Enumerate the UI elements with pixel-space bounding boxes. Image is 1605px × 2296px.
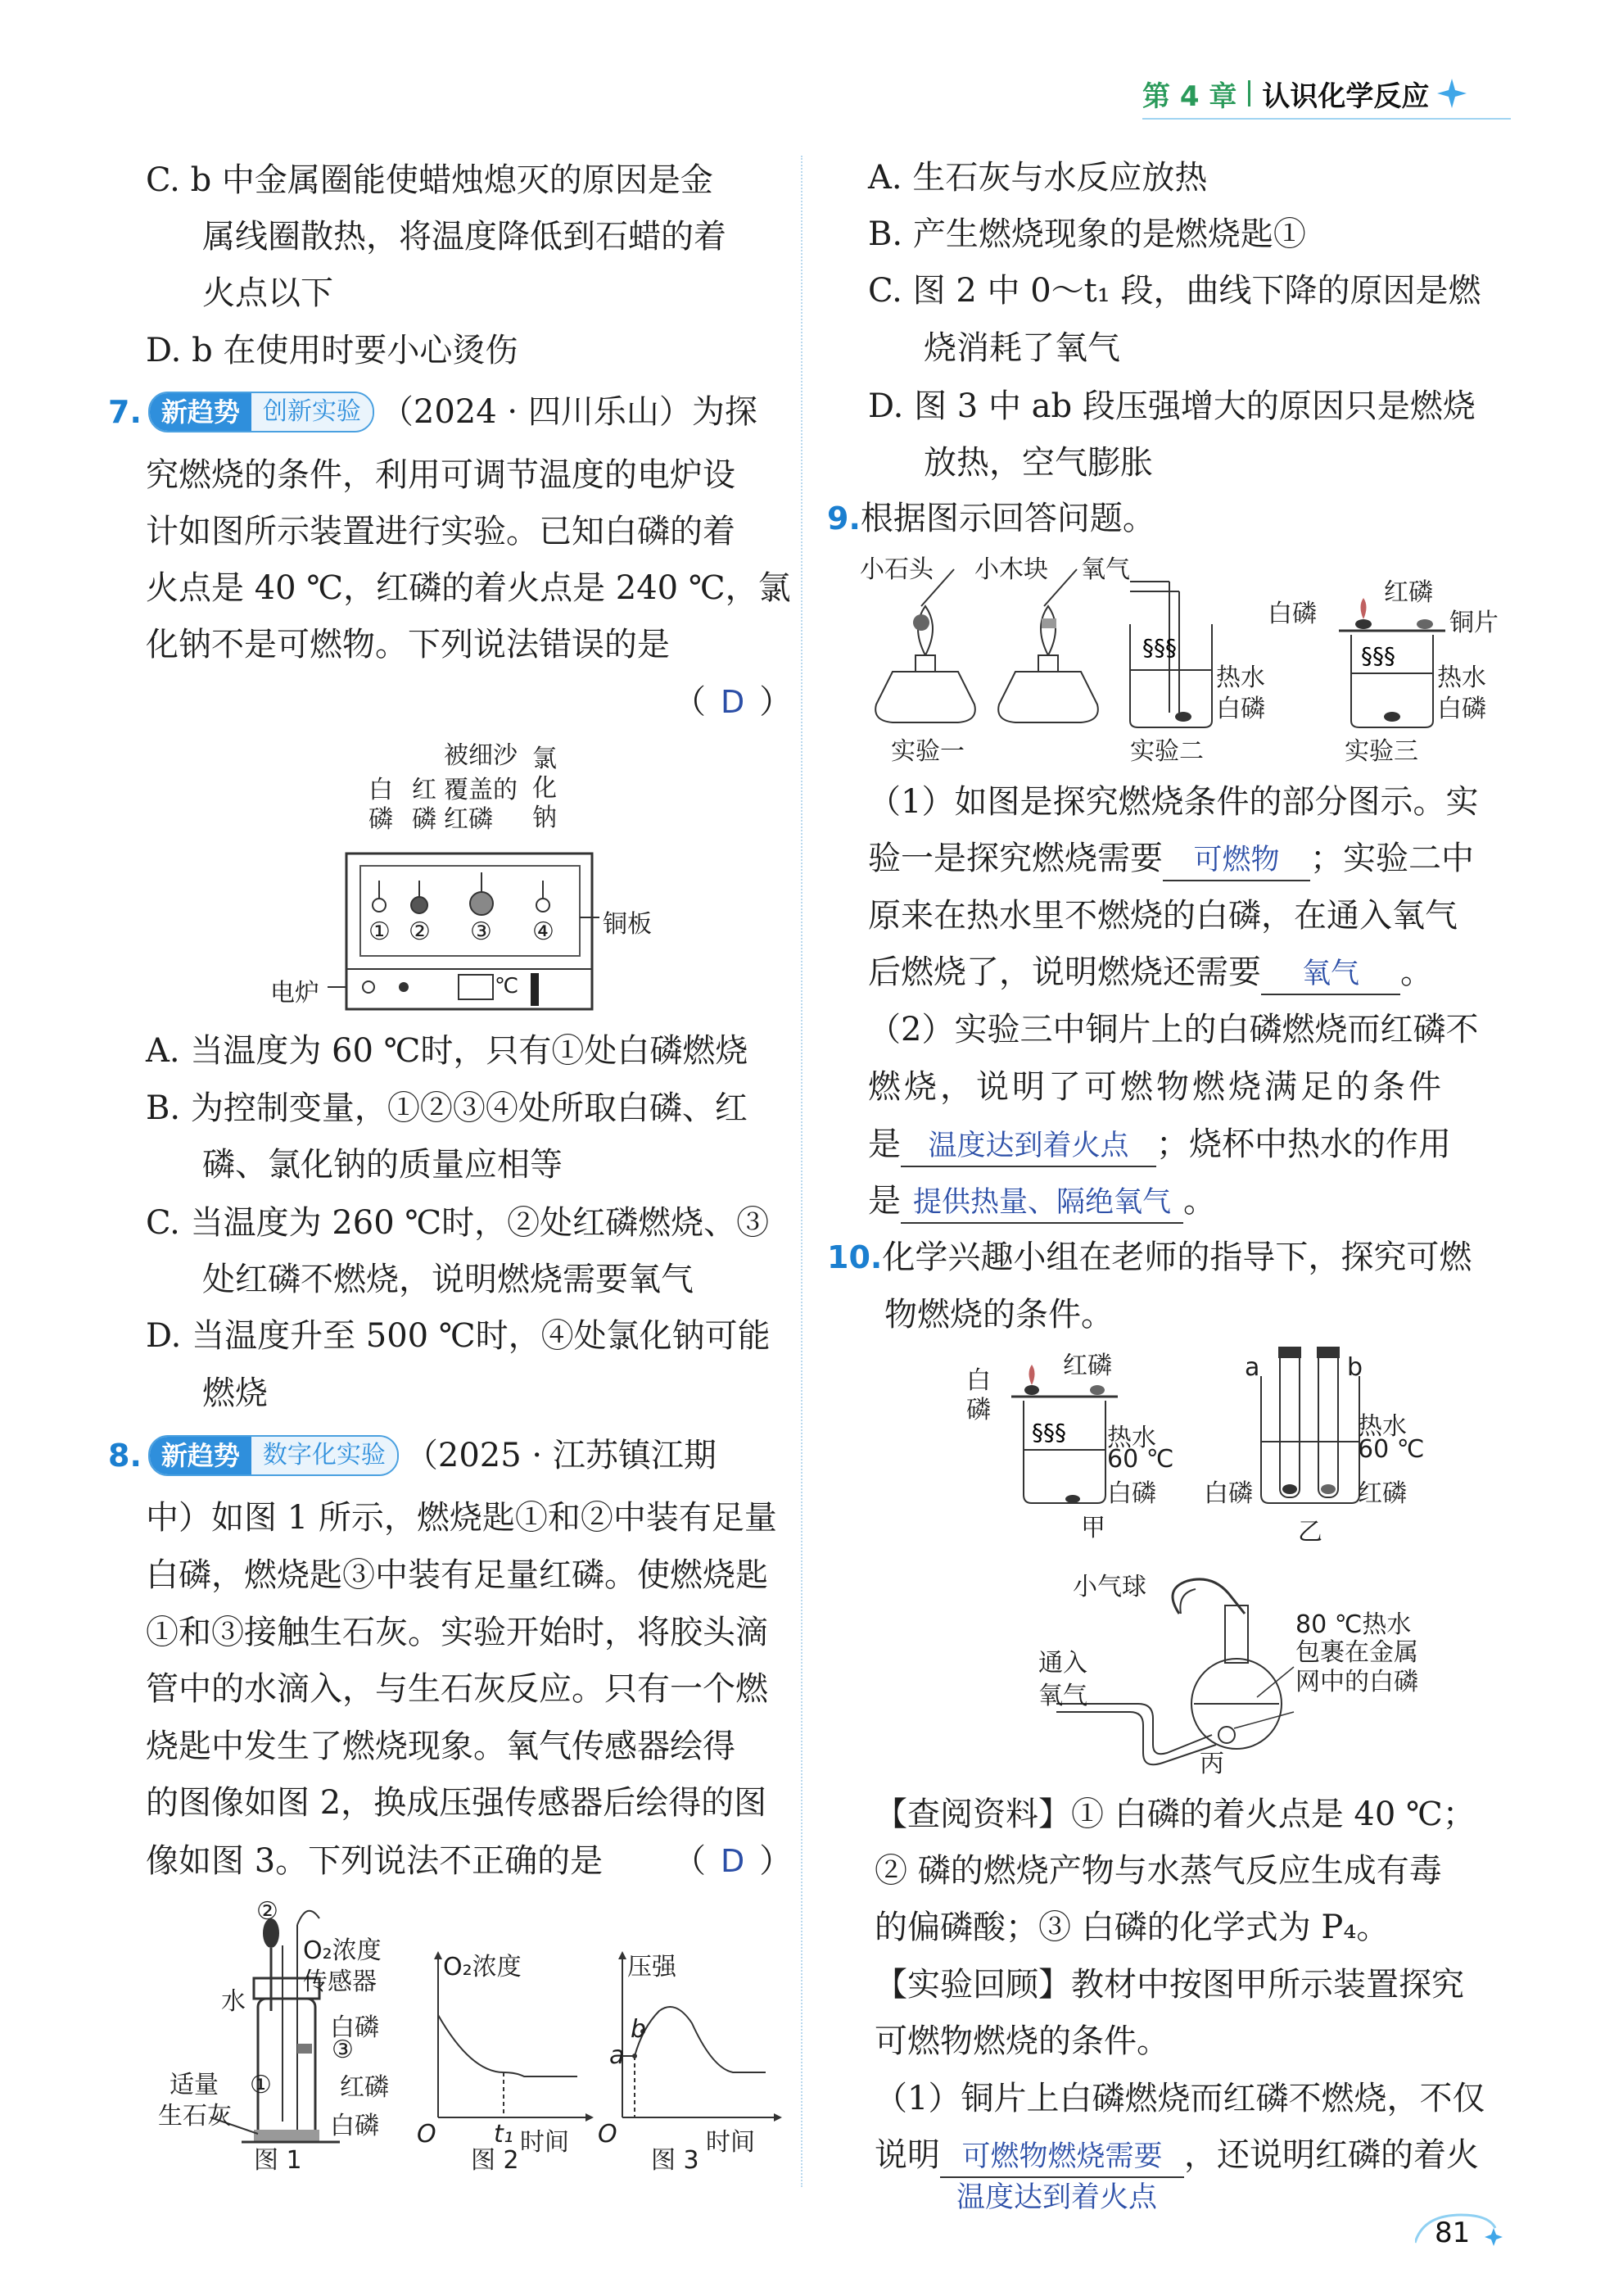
q9-stem xyxy=(827,496,1155,541)
q9-fig-hotwater: 热水 xyxy=(1216,663,1265,692)
q9-fig-red-top: 红磷 xyxy=(1384,578,1433,607)
q9-answer-3: 温度达到着火点 xyxy=(928,1130,1129,1162)
q10-review-line2: 可燃物燃烧的条件。 xyxy=(875,2022,1169,2060)
q7-source: （2024 · 四川乐山）为探 xyxy=(380,393,757,431)
q7-option-c-line2: 处红磷不燃烧，说明燃烧需要氧气 xyxy=(202,1261,694,1298)
q7-figure xyxy=(270,741,721,1016)
q7-tag xyxy=(148,392,374,432)
q6-option-c-line3: 火点以下 xyxy=(202,274,333,312)
q8-stem-line3: 白磷，燃烧匙③中装有足量红磷。使燃烧匙 xyxy=(146,1556,768,1594)
q8-fig2-curve xyxy=(438,2015,577,2076)
q10-review-line1: 【实验回顾】教材中按图甲所示装置探究 xyxy=(875,1966,1464,2004)
sparkle-icon xyxy=(1434,75,1470,111)
q7-option-b-line2: 磷、氯化钠的质量应相等 xyxy=(202,1146,563,1184)
q6-option-d: D. b 在使用时要小心烫伤 xyxy=(146,332,518,369)
q7-option-b-line1: B. 为控制变量，①②③④处所取白磷、红 xyxy=(146,1089,748,1127)
q8-tag-trend: 新趋势 xyxy=(150,1437,251,1474)
q9-blank-4 xyxy=(901,1181,1183,1224)
q8-answer-bracket xyxy=(673,1839,792,1883)
q8-fig1-sensor2: 传感器 xyxy=(303,1968,377,1996)
q9-fig-oxygen: 氧气 xyxy=(1081,555,1130,584)
q9-p2-line1: （2）实验三中铜片上的白磷燃烧而红磷不 xyxy=(868,1011,1479,1048)
q8-left-paren: （ xyxy=(673,1842,706,1880)
q8-fig3-xlabel: 时间 xyxy=(706,2128,755,2157)
q10-fig-white-b: 白磷 xyxy=(1107,1479,1156,1508)
q8-fig1-white: 白磷 xyxy=(330,2013,379,2042)
q9-p2-line4: 是 提供热量、隔绝氧气 。 xyxy=(868,1179,1216,1224)
q10-fig-hot: 热水 xyxy=(1107,1424,1156,1452)
q8-stem-line4: ①和③接触生石灰。实验开始时，将胶头滴 xyxy=(146,1614,768,1651)
q8-figure-3 xyxy=(598,1950,786,2175)
q7-sample-1 xyxy=(373,899,386,912)
q8-stem-line8: 像如图 3。下列说法不正确的是 xyxy=(146,1842,604,1880)
q8-option-d-line2: 放热，空气膨胀 xyxy=(924,444,1153,482)
q8-fig3-ylabel: 压强 xyxy=(627,1953,676,1981)
q8-fig1-white2: 白磷 xyxy=(330,2112,379,2140)
chapter-header xyxy=(1142,72,1470,115)
q7-tag-trend: 新趋势 xyxy=(150,393,251,431)
q8-right-paren: ） xyxy=(759,1842,793,1880)
q10-number: 10. xyxy=(827,1239,883,1275)
q6-option-c-line1: C. b 中金属圈能使蜡烛熄灭的原因是金 xyxy=(146,161,713,199)
q8-fig1-water: 水 xyxy=(221,1987,246,2016)
q10-p1-line2: 说明 可燃物燃烧需要 ，还说明红磷的着火 xyxy=(875,2133,1479,2178)
svg-text:§§§: §§§ xyxy=(1032,1419,1066,1446)
q10-answer-1: 可燃物燃烧需要 xyxy=(961,2140,1163,2173)
q10-fig-60: 60 ℃ xyxy=(1107,1445,1174,1474)
q8-option-c-line1: C. 图 2 中 0～t₁ 段，曲线下降的原因是燃 xyxy=(868,272,1481,310)
q8-fig2-origin: O xyxy=(417,2120,436,2149)
q8-stem-line7: 的图像如图 2，换成压强传感器后绘得的图 xyxy=(146,1784,767,1822)
q7-sample-4 xyxy=(536,899,549,912)
q10-fig-white-c: 白磷 xyxy=(1204,1479,1253,1508)
q8-stem-line1 xyxy=(108,1433,717,1478)
q7-tag-type: 创新实验 xyxy=(251,393,373,431)
q10-fig-a: a xyxy=(1245,1353,1260,1382)
q10-fig-bing: 丙 xyxy=(1200,1750,1224,1778)
q8-fig1-red: 红磷 xyxy=(340,2073,389,2102)
q8-fig3-graph xyxy=(598,1950,786,2130)
q9-p1-line3: 原来在热水里不燃烧的白磷，在通入氧气 xyxy=(868,897,1458,935)
q10-fig-red-c: 红磷 xyxy=(1358,1479,1407,1508)
q9-p2-line3: 是 温度达到着火点 ；烧杯中热水的作用 xyxy=(868,1122,1451,1167)
q9-number: 9. xyxy=(827,500,861,537)
q7-label-white: 白 磷 xyxy=(368,776,393,834)
q9-fig-white3: 白磷 xyxy=(1437,695,1486,723)
q8-option-b: B. 产生燃烧现象的是燃烧匙① xyxy=(868,215,1306,253)
q9-answer-1: 可燃物 xyxy=(1193,844,1280,876)
column-divider xyxy=(801,156,802,2187)
page-number-badge xyxy=(1415,2203,1505,2253)
q10-ref-line2: ② 磷的燃烧产物与水蒸气反应生成有毒 xyxy=(875,1852,1442,1890)
q7-label-nacl: 氯 化 钠 xyxy=(532,745,557,832)
q8-option-a: A. 生石灰与水反应放热 xyxy=(868,159,1208,197)
q10-fig-in2: 氧气 xyxy=(1038,1682,1087,1710)
q10-fig-balloon: 小气球 xyxy=(1073,1573,1146,1601)
q9-p1-line1: （1）如图是探究燃烧条件的部分图示。实 xyxy=(868,783,1479,821)
q8-fig1-sensor1: O₂浓度 xyxy=(303,1936,382,1965)
q9-p1-line4: 后燃烧了，说明燃烧还需要 氧气 。 xyxy=(868,950,1433,995)
q7-label-sand: 被细沙 xyxy=(444,741,518,770)
q10-fig-red: 红磷 xyxy=(1063,1352,1112,1380)
q9-fig-hotwater3: 热水 xyxy=(1437,663,1486,692)
q7-sample-3 xyxy=(470,892,493,915)
q10-fig-wrap2: 网中的白磷 xyxy=(1295,1668,1418,1696)
q10-fig-hot2: 热水 xyxy=(1358,1412,1407,1441)
q8-fig1-n2: ② xyxy=(256,1897,278,1926)
q10-fig-wrap1: 包裹在金属 xyxy=(1295,1638,1418,1667)
q8-fig3-a: a xyxy=(609,2041,625,2070)
q8-fig1-caption: 图 1 xyxy=(254,2146,302,2175)
q8-tag xyxy=(148,1435,399,1476)
q10-ref-line1: 【查阅资料】① 白磷的着火点是 40 ℃； xyxy=(875,1796,1476,1833)
q9-answer-2: 氧气 xyxy=(1301,958,1359,990)
q10-blank-1 xyxy=(940,2135,1184,2178)
q8-fig3-caption: 图 3 xyxy=(651,2146,699,2175)
q8-stem-line6: 烧匙中发生了燃烧现象。氧气传感器绘得 xyxy=(146,1728,735,1765)
q7-stem-line5: 化钠不是可燃物。下列说法错误的是 xyxy=(146,626,670,663)
q7-option-d-line1: D. 当温度升至 500 ℃时，④处氯化钠可能 xyxy=(146,1317,771,1355)
chapter-title: 认识化学反应 xyxy=(1262,79,1430,113)
q8-fig1-lime2: 生石灰 xyxy=(158,2102,232,2131)
q8-fig1-n3: ③ xyxy=(332,2036,354,2064)
q7-answer-bracket xyxy=(673,680,792,724)
q7-stem-line1 xyxy=(108,390,757,434)
q10-p1-line1: （1）铜片上白磷燃烧而红磷不燃烧，不仅 xyxy=(875,2080,1485,2117)
q10-figure xyxy=(966,1343,1474,1786)
q7-option-c-line1: C. 当温度为 260 ℃时，②处红磷燃烧、③ xyxy=(146,1204,770,1242)
q8-fig3-origin: O xyxy=(598,2120,617,2149)
q10-fig-hw80: 80 ℃热水 xyxy=(1295,1610,1412,1639)
q9-caption-2: 实验二 xyxy=(1130,737,1204,766)
q10-fig-yi: 乙 xyxy=(1298,1518,1322,1547)
q7-num-1: ① xyxy=(368,917,391,946)
q9-fig-white-top: 白磷 xyxy=(1268,600,1317,628)
q8-fig2-t1: t₁ xyxy=(494,2120,513,2149)
q9-fig-wood: 小木块 xyxy=(974,555,1048,584)
q8-option-d-line1: D. 图 3 中 ab 段压强增大的原因只是燃烧 xyxy=(868,387,1476,425)
q8-number: 8. xyxy=(108,1438,142,1474)
q8-figure-1 xyxy=(151,1897,430,2175)
q9-stem-text: 根据图示回答问题。 xyxy=(860,500,1155,537)
q8-stem-line5: 管中的水滴入，与生石灰反应。只有一个燃 xyxy=(146,1670,768,1708)
q7-number: 7. xyxy=(108,394,142,430)
q7-option-a: A. 当温度为 60 ℃时，只有①处白磷燃烧 xyxy=(146,1032,748,1070)
q7-right-paren: ） xyxy=(759,683,793,721)
q8-tag-type: 数字化实验 xyxy=(251,1437,397,1474)
q10-fig-white-a: 白 磷 xyxy=(966,1366,991,1424)
q7-sample-2 xyxy=(411,897,427,913)
q9-caption-1: 实验一 xyxy=(891,737,965,766)
q8-fig1-n1: ① xyxy=(250,2071,272,2099)
q10-fig-b: b xyxy=(1347,1353,1363,1382)
q7-num-4: ④ xyxy=(532,917,554,946)
q9-p1-line2: 验一是探究燃烧需要 可燃物 ；实验二中 xyxy=(868,836,1474,881)
q10-answer-1b: 温度达到着火点 xyxy=(956,2181,1158,2214)
q10-fig-60-2: 60 ℃ xyxy=(1358,1435,1425,1464)
chapter-number: 第 4 章 xyxy=(1142,79,1237,113)
q7-stem-line3: 计如图所示装置进行实验。已知白磷的着 xyxy=(146,513,735,550)
q10-stem-line1 xyxy=(827,1235,1472,1279)
q9-blank-2 xyxy=(1261,953,1400,995)
q8-fig3-b: b xyxy=(631,2015,647,2044)
q7-num-3: ③ xyxy=(470,917,492,946)
q9-blank-1 xyxy=(1163,839,1310,881)
q8-answer: D xyxy=(721,1843,745,1879)
page-number: 81 xyxy=(1435,2217,1471,2249)
header-rule xyxy=(1142,118,1511,120)
svg-text:§§§: §§§ xyxy=(1361,642,1395,669)
q7-label-furnace: 电炉 xyxy=(270,979,319,1008)
q8-figure-2 xyxy=(414,1950,594,2175)
q7-stem-line2: 究燃烧的条件，利用可调节温度的电炉设 xyxy=(146,456,735,494)
q8-option-c-line2: 烧消耗了氧气 xyxy=(924,329,1120,367)
q7-label-unit: ℃ xyxy=(495,974,519,999)
q9-p2-line2: 燃烧，说明了可燃物燃烧满足的条件 xyxy=(868,1068,1444,1106)
q9-answer-4: 提供热量、隔绝氧气 xyxy=(912,1186,1171,1219)
q10-stem-text: 化学兴趣小组在老师的指导下，探究可燃 xyxy=(882,1239,1472,1276)
q8-fig2-ylabel: O₂浓度 xyxy=(443,1953,522,1981)
q8-fig1-lime1: 适量 xyxy=(170,2071,219,2099)
q8-source: （2025 · 江苏镇江期 xyxy=(405,1437,717,1474)
svg-text:§§§: §§§ xyxy=(1142,634,1177,661)
q9-fig-white: 白磷 xyxy=(1216,695,1265,723)
q9-blank-3 xyxy=(901,1125,1156,1167)
q9-fig-stone: 小石头 xyxy=(860,555,934,584)
q7-label-copper: 铜板 xyxy=(603,910,652,939)
header-divider xyxy=(1248,80,1250,106)
q10-fig-jia: 甲 xyxy=(1081,1514,1105,1542)
q9-caption-3: 实验三 xyxy=(1345,737,1418,766)
q8-fig2-caption: 图 2 xyxy=(471,2146,519,2175)
q7-stem-line4: 火点是 40 ℃，红磷的着火点是 240 ℃，氯 xyxy=(146,569,791,607)
q7-label-covered-red: 覆盖的 红磷 xyxy=(444,776,518,834)
q9-figure xyxy=(860,549,1523,770)
q9-fig-copper: 铜片 xyxy=(1449,609,1499,637)
q7-option-d-line2: 燃烧 xyxy=(202,1374,268,1412)
q10-fig-in1: 通入 xyxy=(1038,1649,1087,1678)
q8-stem-line2: 中）如图 1 所示，燃烧匙①和②中装有足量 xyxy=(146,1499,777,1537)
q6-option-c-line2: 属线圈散热，将温度降低到石蜡的着 xyxy=(202,218,726,256)
q10-ref-line3: 的偏磷酸；③ 白磷的化学式为 P₄。 xyxy=(875,1909,1390,1946)
q8-fig2-xlabel: 时间 xyxy=(520,2128,569,2157)
q7-left-paren: （ xyxy=(673,683,706,721)
q7-answer: D xyxy=(721,684,745,720)
q10-stem-line2: 物燃烧的条件。 xyxy=(884,1296,1114,1334)
q7-label-red: 红 磷 xyxy=(412,776,436,834)
q7-num-2: ② xyxy=(409,917,431,946)
